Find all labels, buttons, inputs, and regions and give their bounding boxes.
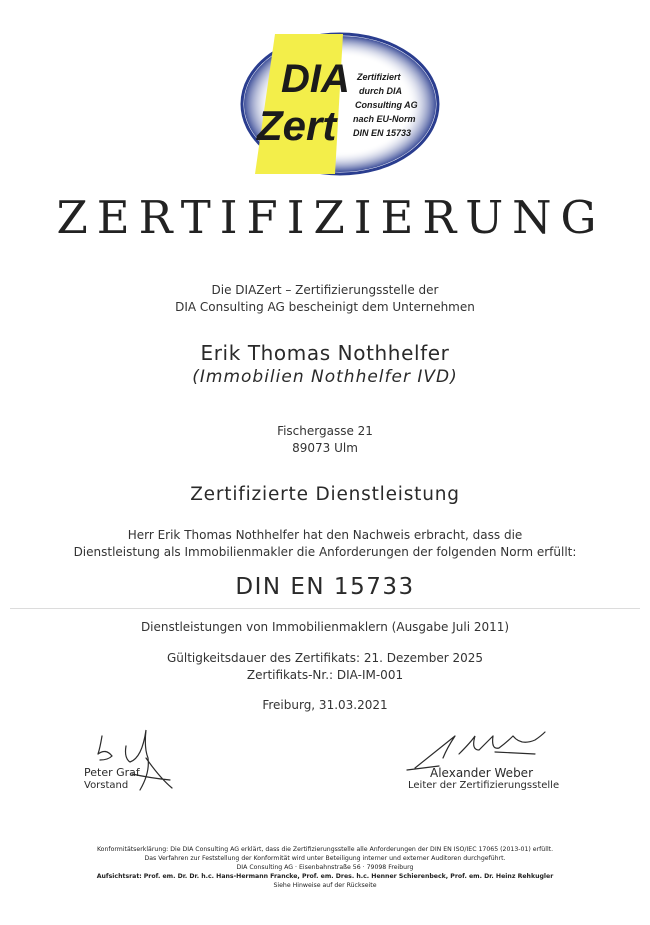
validity-block (0, 650, 650, 684)
holder-address (0, 423, 650, 457)
norm-code: DIN EN 15733 (235, 574, 415, 600)
logo-caption-4: nach EU-Norm (353, 114, 416, 124)
logo-caption-5: DIN EN 15733 (353, 128, 412, 138)
validity-date: Gültigkeitsdauer des Zertifikats: 21. Dezember 2025 (166, 651, 484, 665)
logo-caption-1: Zertifiziert (357, 72, 401, 82)
logo-caption-3: Consulting AG (355, 100, 418, 110)
certificate-number: Zertifikats-Nr.: DIA-IM-001 (246, 668, 404, 682)
service-text-line-1: Herr Erik Thomas Nothhelfer hat den Nachweis erbracht, dass die (127, 528, 523, 542)
logo-dia-text: DIA (281, 57, 350, 101)
footer-board-label: Aufsichtsrat: (96, 873, 142, 880)
footer-line-2: Das Verfahren zur Feststellung der Konformität wird unter Beteiligung interner und externer Auditoren durchgeführt. (144, 855, 506, 862)
address-street: Fischergasse 21 (277, 424, 373, 438)
norm-description: Dienstleistungen von Immobilienmaklern (Ausgabe Juli 2011) (140, 620, 510, 634)
service-heading: Zertifizierte Dienstleistung (190, 484, 460, 505)
signatory-right-role: Leiter der Zertifizierungsstelle (408, 780, 560, 791)
logo-zert-text: Zert (257, 102, 337, 149)
footer-line-4 (0, 872, 650, 881)
diazert-logo-graphic (235, 22, 440, 182)
address-city: 89073 Ulm (292, 441, 358, 455)
divider-line (10, 608, 640, 609)
holder-name: Erik Thomas Nothhelfer (200, 341, 450, 365)
footer-line-3: DIA Consulting AG · Eisenbahnstraße 56 · 79098 Freiburg (236, 864, 414, 871)
place-date: Freiburg, 31.03.2021 (262, 698, 388, 712)
holder-company: (Immobilien Nothhelfer IVD) (192, 367, 458, 387)
footer-board-members: Prof. em. Dr. Dr. h.c. Hans-Hermann Francke, Prof. em. Dres. h.c. Henner Schierenbeck, Prof. em. Dr. Heinz Rehkugler (143, 873, 554, 880)
logo-caption-2: durch DIA (359, 86, 403, 96)
footer-line-5: Siehe Hinweise auf der Rückseite (273, 882, 377, 889)
footer-legal (0, 845, 650, 890)
signatory-right-name: Alexander Weber (430, 766, 534, 780)
signatory-left-name: Peter Graf (84, 766, 140, 779)
certificate-title: ZERTIFIZIERUNG (56, 191, 606, 244)
intro-text (0, 282, 650, 316)
diazert-logo (235, 22, 440, 182)
intro-line-2: DIA Consulting AG bescheinigt dem Unternehmen (175, 300, 475, 314)
footer-line-1: Konformitätserklärung: Die DIA Consulting AG erklärt, dass die Zertifizierungsstelle alle Anforderungen der DIN EN ISO/IEC 17065 (2013-01) erfüllt. (96, 846, 554, 853)
signatory-left-role: Vorstand (84, 780, 129, 791)
service-text (0, 527, 650, 561)
service-text-line-2: Dienstleistung als Immobilienmakler die Anforderungen der folgenden Norm erfüllt: (73, 545, 577, 559)
intro-line-1: Die DIAZert – Zertifizierungsstelle der (211, 283, 439, 297)
